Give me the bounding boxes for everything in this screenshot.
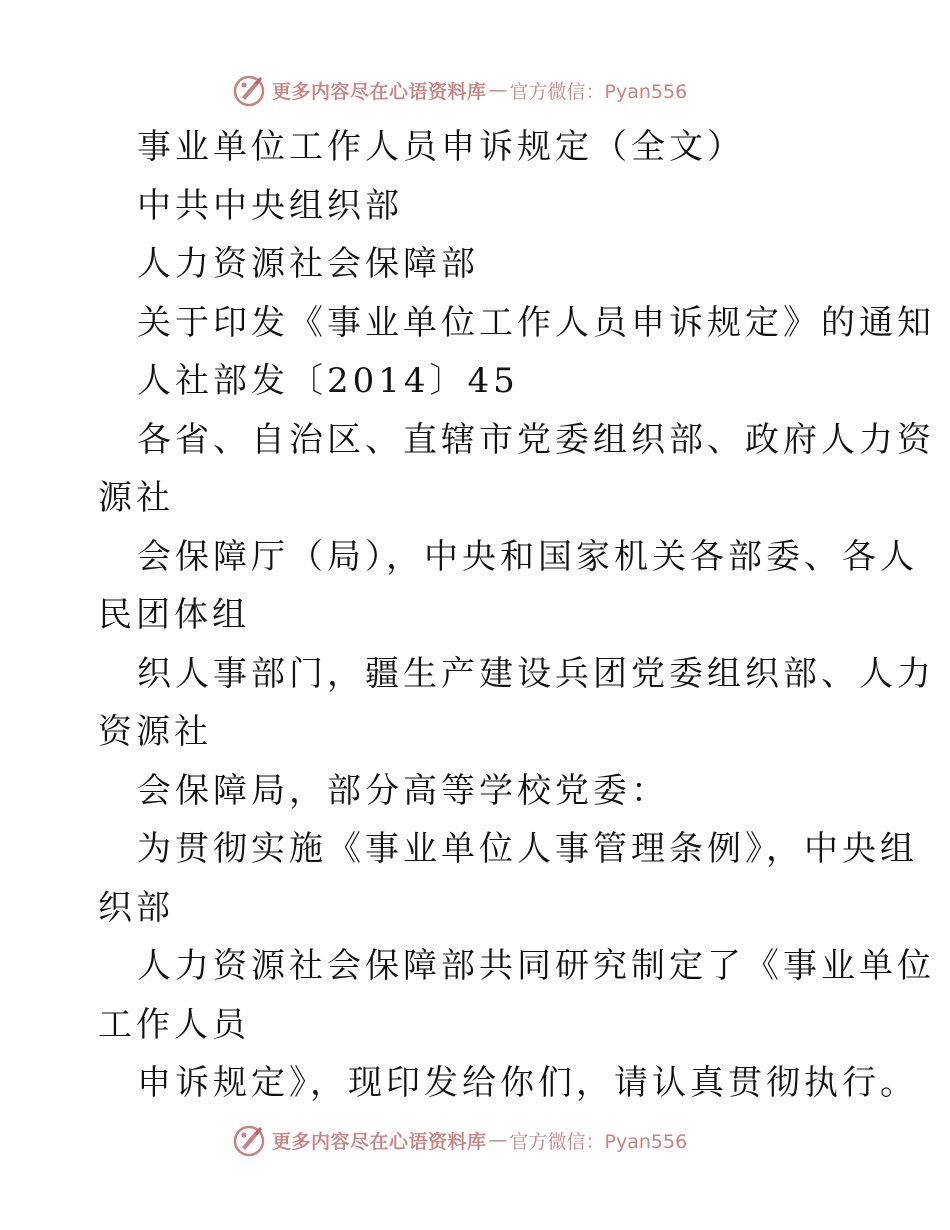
document-line: 中共中央组织部 (137, 186, 403, 226)
document-line: 民团体组 (98, 595, 250, 635)
document-title: 事业单位工作人员申诉规定（全文） (137, 127, 745, 167)
document-line: 织人事部门，疆生产建设兵团党委组织部、人力 (137, 654, 935, 694)
document-line: 源社 (98, 478, 174, 518)
banner-text: 更多内容尽在心语资料库 (272, 1130, 487, 1153)
quill-logo-icon (232, 1123, 266, 1157)
document-line: 各省、自治区、直辖市党委组织部、政府人力资 (137, 420, 935, 460)
document-line: 人力资源社会保障部共同研究制定了《事业单位 (137, 946, 935, 986)
banner-wechat: 官方微信：Pyan556 (509, 1130, 688, 1153)
document-line: 为贯彻实施《事业单位人事管理条例》，中央组 (137, 829, 918, 869)
document-line: 会保障厅（局），中央和国家机关各部委、各人 (137, 537, 918, 577)
document-line: 织部 (98, 888, 174, 928)
banner-wechat: 官方微信：Pyan556 (509, 80, 688, 103)
document-line: 工作人员 (98, 1005, 250, 1045)
document-line: 申诉规定》，现印发给你们，请认真贯彻执行。 (137, 1063, 918, 1103)
banner-text: 更多内容尽在心语资料库 (272, 80, 487, 103)
document-line: 人力资源社会保障部 (137, 244, 479, 284)
document-line: 会保障局，部分高等学校党委： (137, 771, 669, 811)
footer-watermark-banner (232, 1120, 687, 1160)
document-line: 关于印发《事业单位工作人员申诉规定》的通知 (137, 303, 935, 343)
document-line: 资源社 (98, 712, 212, 752)
document-line: 人社部发〔2014〕45 (137, 361, 519, 401)
banner-dash: — (488, 79, 508, 101)
banner-dash: — (488, 1129, 508, 1151)
